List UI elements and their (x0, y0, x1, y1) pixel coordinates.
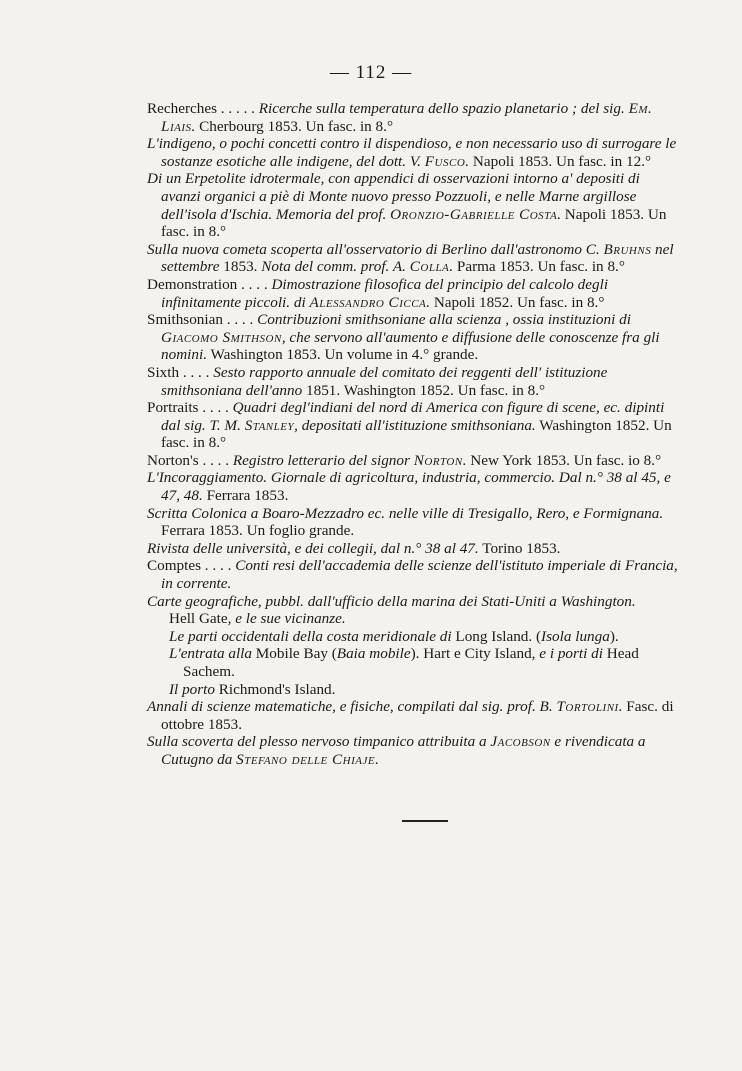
bibliography-entry: Carte geografiche, pubbl. dall'ufficio della marina dei Stati-Uniti a Washington. (147, 592, 636, 610)
bibliography-entry: Rivista delle università, e dei collegii, dal n.° 38 al 47. Torino 1853. (147, 539, 561, 557)
sub-entry: L'entrata alla Mobile Bay (Baia mobile). Hart e City Island, e i porti di Head Sachem. (169, 645, 639, 680)
bibliography-entry: L'indigeno, o pochi concetti contro il dispendioso, e non necessario uso di surrogare le sostanze esotiche alle indigene, del dott. V. Fusco. Napoli 1853. Un fasc. in 12.° (147, 135, 677, 170)
bibliography-entry: Smithsonian . . . . Contribuzioni smithsoniane alla scienza , ossia instituzioni di Giacomo Smithson, che servono all'aumento e diffusione delle conoscenze fra gli nomini. Washington 1853. Un volume in 4.° grande. (147, 311, 660, 364)
bibliography-entry: Sulla scoverta del plesso nervoso timpanico attribuita a Jacobson e rivendicata a Cutugno da Stefano delle Chiaje. (147, 733, 646, 768)
bibliography-list (147, 100, 681, 769)
bibliography-entry: Portraits . . . . Quadri degl'indiani del nord di America con figure di scene, ec. dipinti dal sig. T. M. Stanley, depositati all'istituzione smithsoniana. Washington 1852. Un fasc. in 8.° (147, 399, 672, 452)
bibliography-entry: Scritta Colonica a Boaro-Mezzadro ec. nelle ville di Tresigallo, Rero, e Formignana. Ferrara 1853. Un foglio grande. (147, 504, 664, 540)
bibliography-entry: Recherches . . . . . Ricerche sulla temperatura dello spazio planetario ; del sig. Em. Liais. Cherbourg 1853. Un fasc. in 8.° (147, 100, 653, 135)
sub-entry: Le parti occidentali della costa meridionale di Long Island. (Isola lunga). (169, 627, 619, 645)
bibliography-entry: Demonstration . . . . Dimostrazione filosofica del principio del calcolo degli infinitamente piccoli. di Alessandro Cicca. Napoli 1852. Un fasc. in 8.° (147, 275, 609, 311)
page-number: — 112 — (329, 62, 413, 83)
bibliography-entry: Sulla nuova cometa scoperta all'osservatorio di Berlino dall'astronomo C. Bruhns nel settembre 1853. Nota del comm. prof. A. Colla. Parma 1853. Un fasc. in 8.° (147, 240, 674, 276)
bibliography-entry: Sixth . . . . Sesto rapporto annuale del comitato dei reggenti dell' istituzione smithsoniana dell'anno 1851. Washington 1852. Un fasc. in 8.° (147, 363, 608, 399)
bibliography-entry: Comptes . . . . Conti resi dell'accademia delle scienze dell'istituto imperiale di Francia, in corrente. (147, 557, 678, 593)
closing-rule (402, 820, 448, 822)
bibliography-entry: Annali di scienze matematiche, e fisiche, compilati dal sig. prof. B. Tortolini. Fasc. di ottobre 1853. (147, 698, 674, 733)
sub-entry: Hell Gate, e le sue vicinanze. (169, 610, 346, 628)
bibliography-entry: Norton's . . . . Registro letterario del signor Norton. New York 1853. Un fasc. io 8.° (147, 451, 662, 469)
sub-entry: Il porto Richmond's Island. (169, 680, 336, 698)
bibliography-entry: L'Incoraggiamento. Giornale di agricoltura, industria, commercio. Dal n.° 38 al 45, e 47, 48. Ferrara 1853. (147, 469, 671, 505)
bibliography-entry: Di un Erpetolite idrotermale, con appendici di osservazioni intorno a' depositi di avanzi organici a piè di Monte nuovo presso Pozzuoli, e nelle Marne argillose dell'isola d'Ischia. Memoria del prof. Oronzio-Gabrielle Costa. Napoli 1853. Un fasc. in 8.° (147, 170, 667, 241)
